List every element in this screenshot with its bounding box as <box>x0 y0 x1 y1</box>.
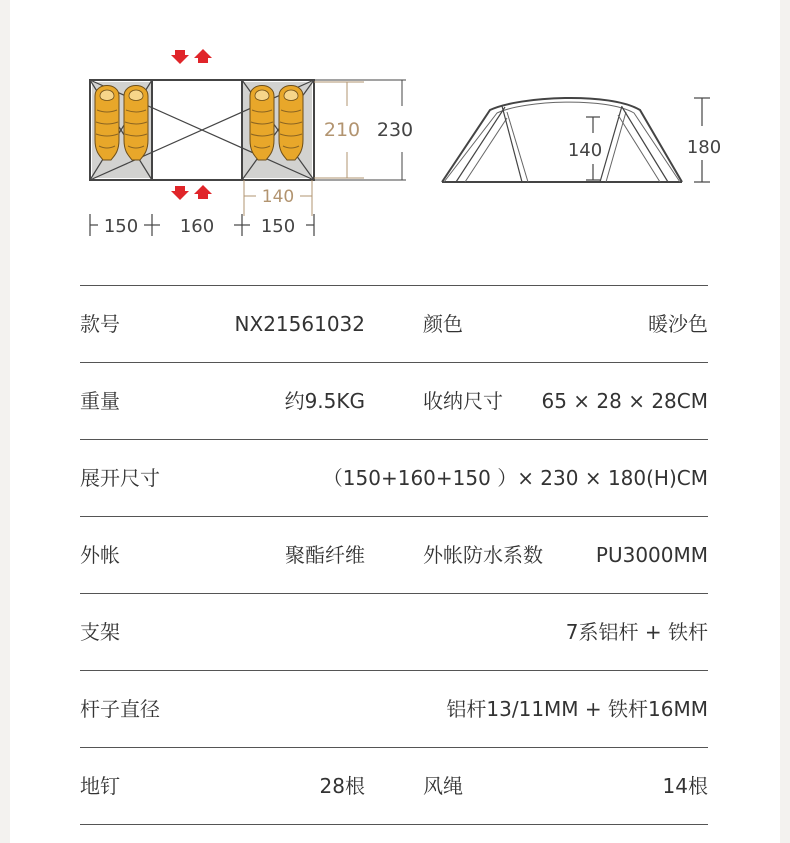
tent-top-view <box>90 49 413 237</box>
tent-side-view <box>442 98 721 182</box>
spec-value: 14根 <box>662 774 708 798</box>
spec-row-weight <box>80 362 708 439</box>
spec-key: 颜色 <box>423 312 463 336</box>
vestibule-label: 140 <box>261 187 295 207</box>
spec-value: 65 × 28 × 28CM <box>541 389 708 413</box>
spec-value: 28根 <box>319 774 365 798</box>
right-room-width-label: 150 <box>260 216 296 237</box>
depth-inner-label: 210 <box>323 119 361 141</box>
spec-key: 地钉 <box>80 774 120 798</box>
spec-value: 铝杆13/11MM + 铁杆16MM <box>446 697 708 721</box>
spec-row-pole-diameter <box>80 670 708 747</box>
arrow-up-icon <box>194 49 212 63</box>
product-spec-page <box>10 0 780 843</box>
middle-room-width-label: 160 <box>179 216 215 237</box>
arrow-down-icon <box>171 186 189 200</box>
depth-outer-label: 230 <box>376 119 414 141</box>
spec-key: 杆子直径 <box>80 697 160 721</box>
spec-key: 风绳 <box>423 774 463 798</box>
left-room-width-label: 150 <box>103 216 139 237</box>
arrow-down-icon <box>171 50 189 64</box>
spec-key: 外帐防水系数 <box>423 543 543 567</box>
outer-height-label: 180 <box>686 137 722 158</box>
sleeping-bag-icon <box>95 86 119 161</box>
spec-value: 聚酯纤维 <box>285 543 365 567</box>
spec-value: （150+160+150 ）× 230 × 180(H)CM <box>322 466 708 490</box>
inner-height-label: 140 <box>567 140 603 161</box>
sleeping-bag-icon <box>250 86 274 161</box>
spec-row-unfolded-size <box>80 439 708 516</box>
spec-row-stakes <box>80 747 708 825</box>
spec-value: 暖沙色 <box>648 312 708 336</box>
spec-value: 7系铝杆 + 铁杆 <box>565 620 708 644</box>
spec-table <box>80 285 708 825</box>
spec-row-frame <box>80 593 708 670</box>
sleeping-bag-icon <box>124 86 148 161</box>
spec-key: 款号 <box>80 312 120 336</box>
arrow-up-icon <box>194 185 212 199</box>
spec-key: 展开尺寸 <box>80 466 160 490</box>
spec-key: 收纳尺寸 <box>423 389 503 413</box>
sleeping-bag-icon <box>279 86 303 161</box>
spec-row-model <box>80 285 708 362</box>
spec-key: 外帐 <box>80 543 120 567</box>
spec-value: PU3000MM <box>595 543 708 567</box>
spec-value: 约9.5KG <box>284 389 365 413</box>
tent-dimension-diagram <box>10 0 780 270</box>
spec-row-fly <box>80 516 708 593</box>
spec-key: 支架 <box>80 620 120 644</box>
spec-value: NX21561032 <box>234 312 365 336</box>
spec-key: 重量 <box>80 389 120 413</box>
